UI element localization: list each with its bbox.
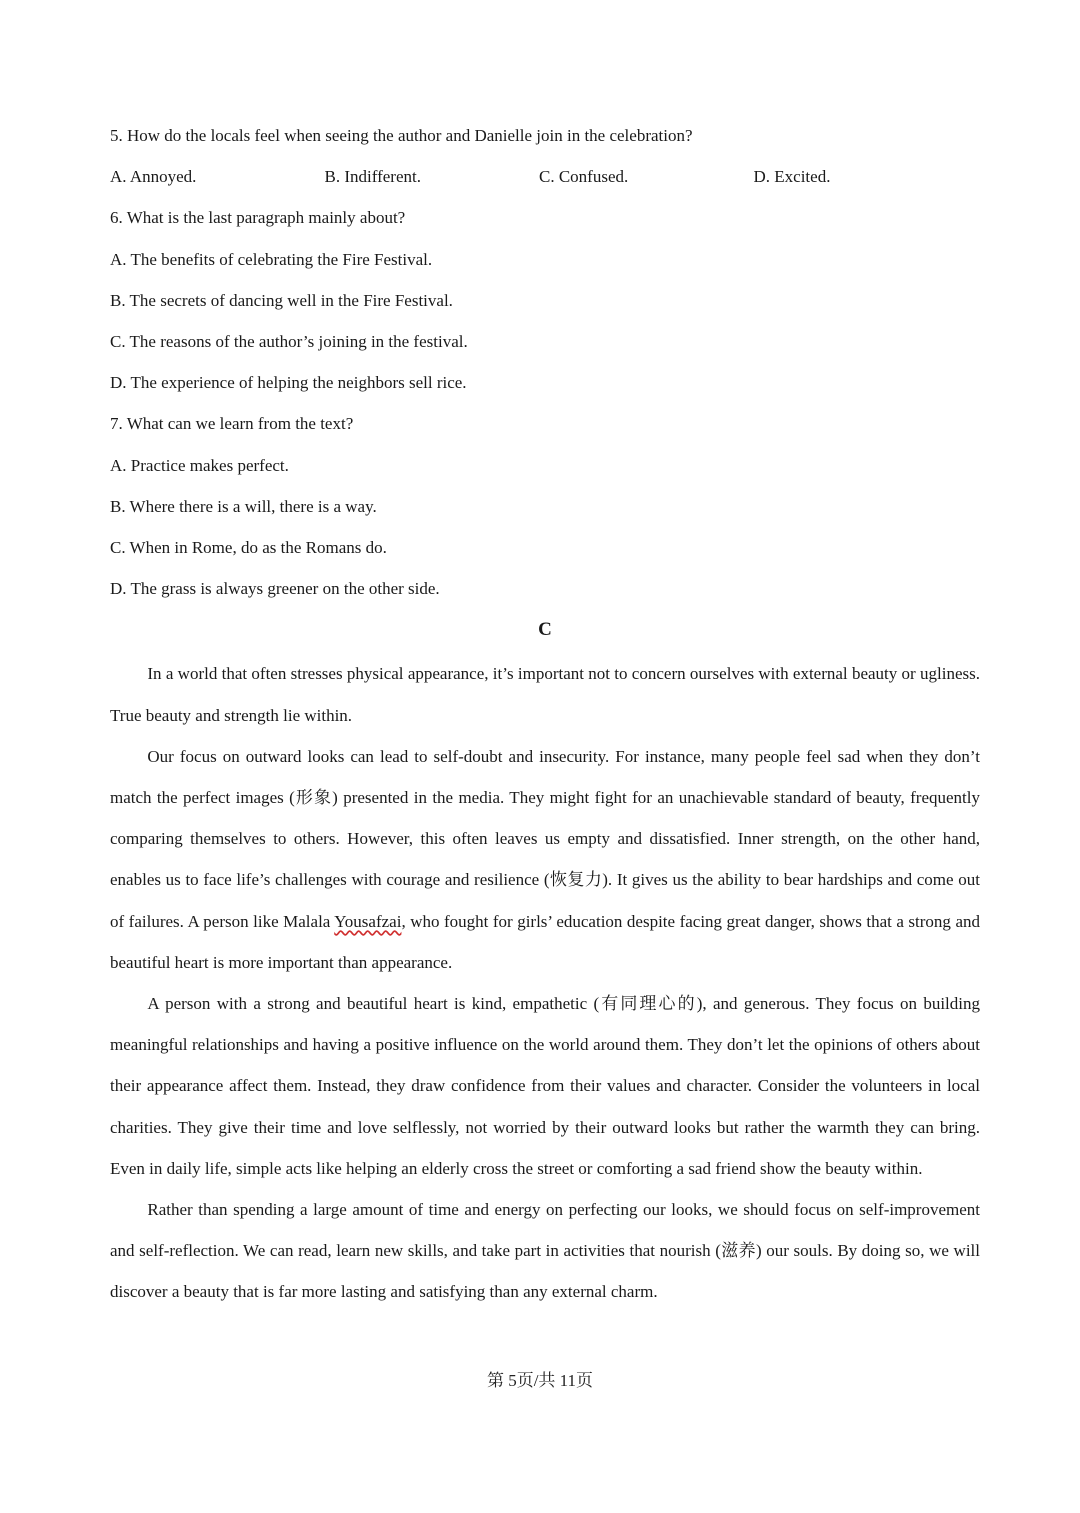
option-b: B. Indifferent. <box>324 167 421 187</box>
option-b: B. The secrets of dancing well in the Fire Festival. <box>110 290 453 310</box>
paragraph-2-part-a: Our focus on outward looks can lead to self-doubt and insecurity. For instance, many people feel sad when they don’t match the perfect images (形象) presented in the media. They might fight for an unachievable standard of beauty, frequently comparing themselves to others. However, this often leaves us empty and dissatisfied. Inner strength, on the other hand, enables us to face life’s challenges with courage and resilience (恢复力). It gives us the ability to bear hardships and come out of failures. A person like Malala <box>110 746 980 931</box>
question-5-options <box>110 159 980 200</box>
option-c: C. Confused. <box>539 167 629 187</box>
passage-body <box>110 653 980 1312</box>
option-d: D. Excited. <box>753 167 831 187</box>
option-c: C. When in Rome, do as the Romans do. <box>110 537 387 557</box>
question-6-stem: 6. What is the last paragraph mainly about? <box>110 208 406 228</box>
exam-page <box>110 118 980 1313</box>
question-5-stem: 5. How do the locals feel when seeing the author and Danielle join in the celebration? <box>110 126 693 145</box>
option-d: D. The grass is always greener on the other side. <box>110 579 440 599</box>
option-c: C. The reasons of the author’s joining in the festival. <box>110 331 468 351</box>
option-a: A. Practice makes perfect. <box>110 455 289 475</box>
paragraph-1: In a world that often stresses physical appearance, it’s important not to concern ourselves with external beauty or ugliness. True beauty and strength lie within. <box>110 664 980 725</box>
paragraph-2-part-b: , who fought for girls’ education despite facing great danger, shows that a strong and beautiful heart is more important than appearance. <box>110 911 980 972</box>
option-d: D. The experience of helping the neighbors sell rice. <box>110 373 467 393</box>
option-b: B. Where there is a will, there is a way. <box>110 496 377 516</box>
option-a: A. The benefits of celebrating the Fire Festival. <box>110 249 433 269</box>
paragraph-2 <box>110 736 980 983</box>
question-7-stem: 7. What can we learn from the text? <box>110 414 354 434</box>
page-number-footer: 第 5页/共 11页 <box>486 1371 594 1390</box>
section-title: C <box>538 619 552 641</box>
spellcheck-underlined-name: Yousafzai <box>334 911 402 931</box>
option-a: A. Annoyed. <box>110 167 197 187</box>
paragraph-3: A person with a strong and beautiful heart is kind, empathetic (有同理心的), and generous. They focus on building meaningful relationships and having a positive influence on the world around them. They don’t let the opinions of others about their appearance affect them. Instead, they draw confidence from their values and character. Consider the volunteers in local charities. They give their time and love selflessly, not worried by their outward looks but rather the warmth they can bring. Even in daily life, simple acts like helping an elderly cross the street or comforting a sad friend show the beauty within. <box>110 994 980 1178</box>
paragraph-4: Rather than spending a large amount of time and energy on perfecting our looks, we should focus on self-improvement and self-reflection. We can read, learn new skills, and take part in activities that nourish (滋养) our souls. By doing so, we will discover a beauty that is far more lasting and satisfying than any external charm. <box>110 1200 980 1302</box>
